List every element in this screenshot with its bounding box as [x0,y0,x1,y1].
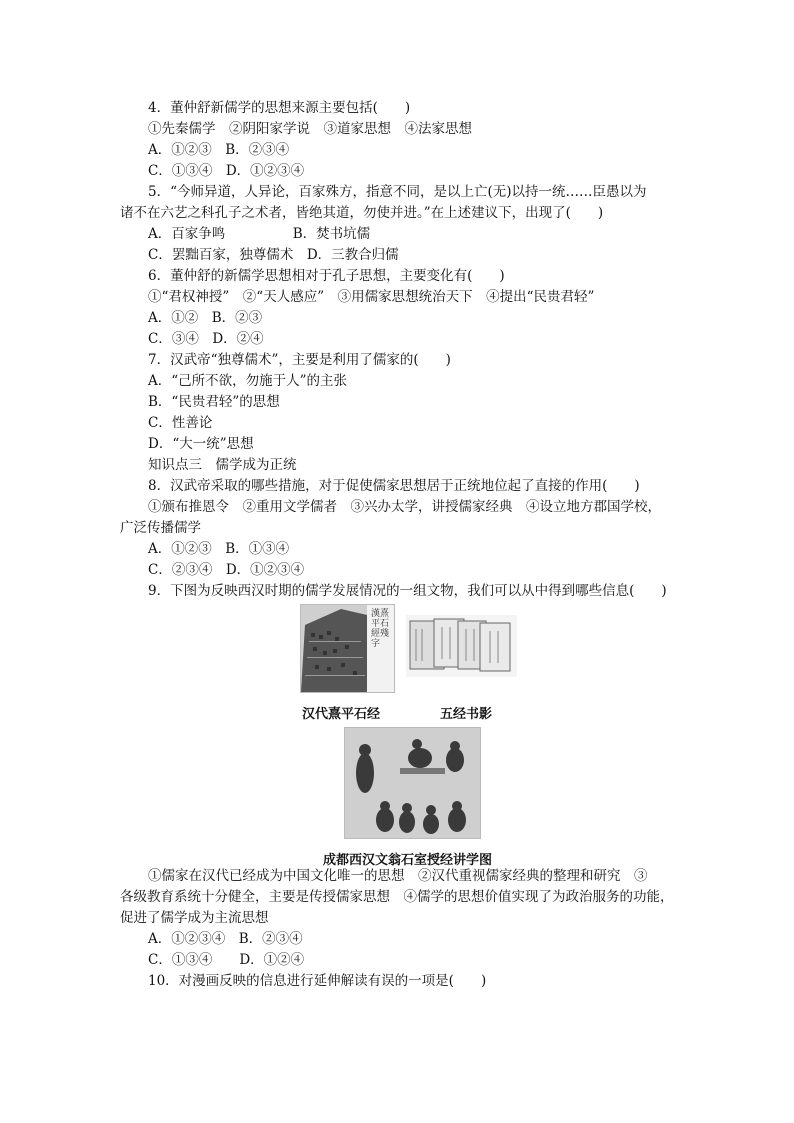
q7-option-d: D．“大一统”思想 [148,436,254,452]
q5-stem: 5．“今师异道，人异论，百家殊方，指意不同，是以上亡(无)以持一统……臣愚以为 [148,184,647,200]
stone-classic-image [300,604,395,693]
lecture-scene-image [344,727,481,839]
caption-five-classics: 五经书影 [440,707,493,722]
q6-items: ①“君权神授” ②“天人感应” ③用儒家思想统治天下 ④提出“民贵君轻” [148,289,595,305]
q10-stem: 10．对漫画反映的信息进行延伸解读有误的一项是( ) [148,973,487,989]
q9-items-cont-2: 促进了儒学成为主流思想 [120,910,269,926]
q7-option-a: A．“己所不欲，勿施于人”的主张 [148,373,348,389]
q9-options-ab: A．①②③④ B．②③④ [148,931,303,947]
q4-options-ab: A．①②③ B．②③④ [148,142,290,158]
q9-options-cd: C．①③④ D．①②④ [148,952,305,968]
q7-option-b: B．“民贵君轻”的思想 [148,394,280,410]
five-classics-image [406,615,517,677]
q5-options-ab: A．百家争鸣 B．焚书坑儒 [148,226,371,242]
lecture-scene-drawing [345,728,480,838]
q9-items-cont: 各级教育系统十分健全，主要是传授儒家思想 ④儒学的思想价值实现了为政治服务的功能， [120,889,674,905]
stone-classic-inscription: 漢熹平石經殘字 [371,609,390,649]
q5-stem-cont: 诸不在六艺之科孔子之术者，皆绝其道，勿使并进。”在上述建议下，出现了( ) [120,205,604,221]
q8-options-ab: A．①②③ B．①③④ [148,541,290,557]
five-classics-drawing [406,615,517,677]
q4-items: ①先秦儒学 ②阴阳家学说 ③道家思想 ④法家思想 [148,121,472,137]
caption-lecture-scene: 成都西汉文翁石室授经讲学图 [323,853,493,868]
q6-options-cd: C．③④ D．②④ [148,331,264,347]
q9-stem: 9．下图为反映西汉时期的儒学发展情况的一组文物，我们可以从中得到哪些信息( ) [148,583,667,599]
q5-options-cd: C．罢黜百家，独尊儒术 D．三教合归儒 [148,247,399,263]
q9-items: ①儒家在汉代已经成为中国文化唯一的思想 ②汉代重视儒家经典的整理和研究 ③ [148,868,648,884]
q7-stem: 7．汉武帝“独尊儒术”，主要是利用了儒家的( ) [148,352,451,368]
section-heading: 知识点三 儒学成为正统 [148,457,297,473]
q8-options-cd: C．②③④ D．①②③④ [148,562,305,578]
q4-stem: 4．董仲舒新儒学的思想来源主要包括( ) [148,100,411,116]
q6-stem: 6．董仲舒的新儒学思想相对于孔子思想，主要变化有( ) [148,268,505,284]
q8-stem: 8．汉武帝采取的哪些措施，对于促使儒家思想居于正统地位起了直接的作用( ) [148,478,640,494]
q8-items-cont: 广泛传播儒学 [120,520,201,536]
q8-items: ①颁布推恩令 ②重用文学儒者 ③兴办太学，讲授儒家经典 ④设立地方郡国学校， [148,499,661,515]
q7-option-c: C．性善论 [148,415,213,431]
q4-options-cd: C．①③④ D．①②③④ [148,163,305,179]
q6-options-ab: A．①② B．②③ [148,310,263,326]
caption-stone-classic: 汉代熹平石经 [302,707,381,722]
